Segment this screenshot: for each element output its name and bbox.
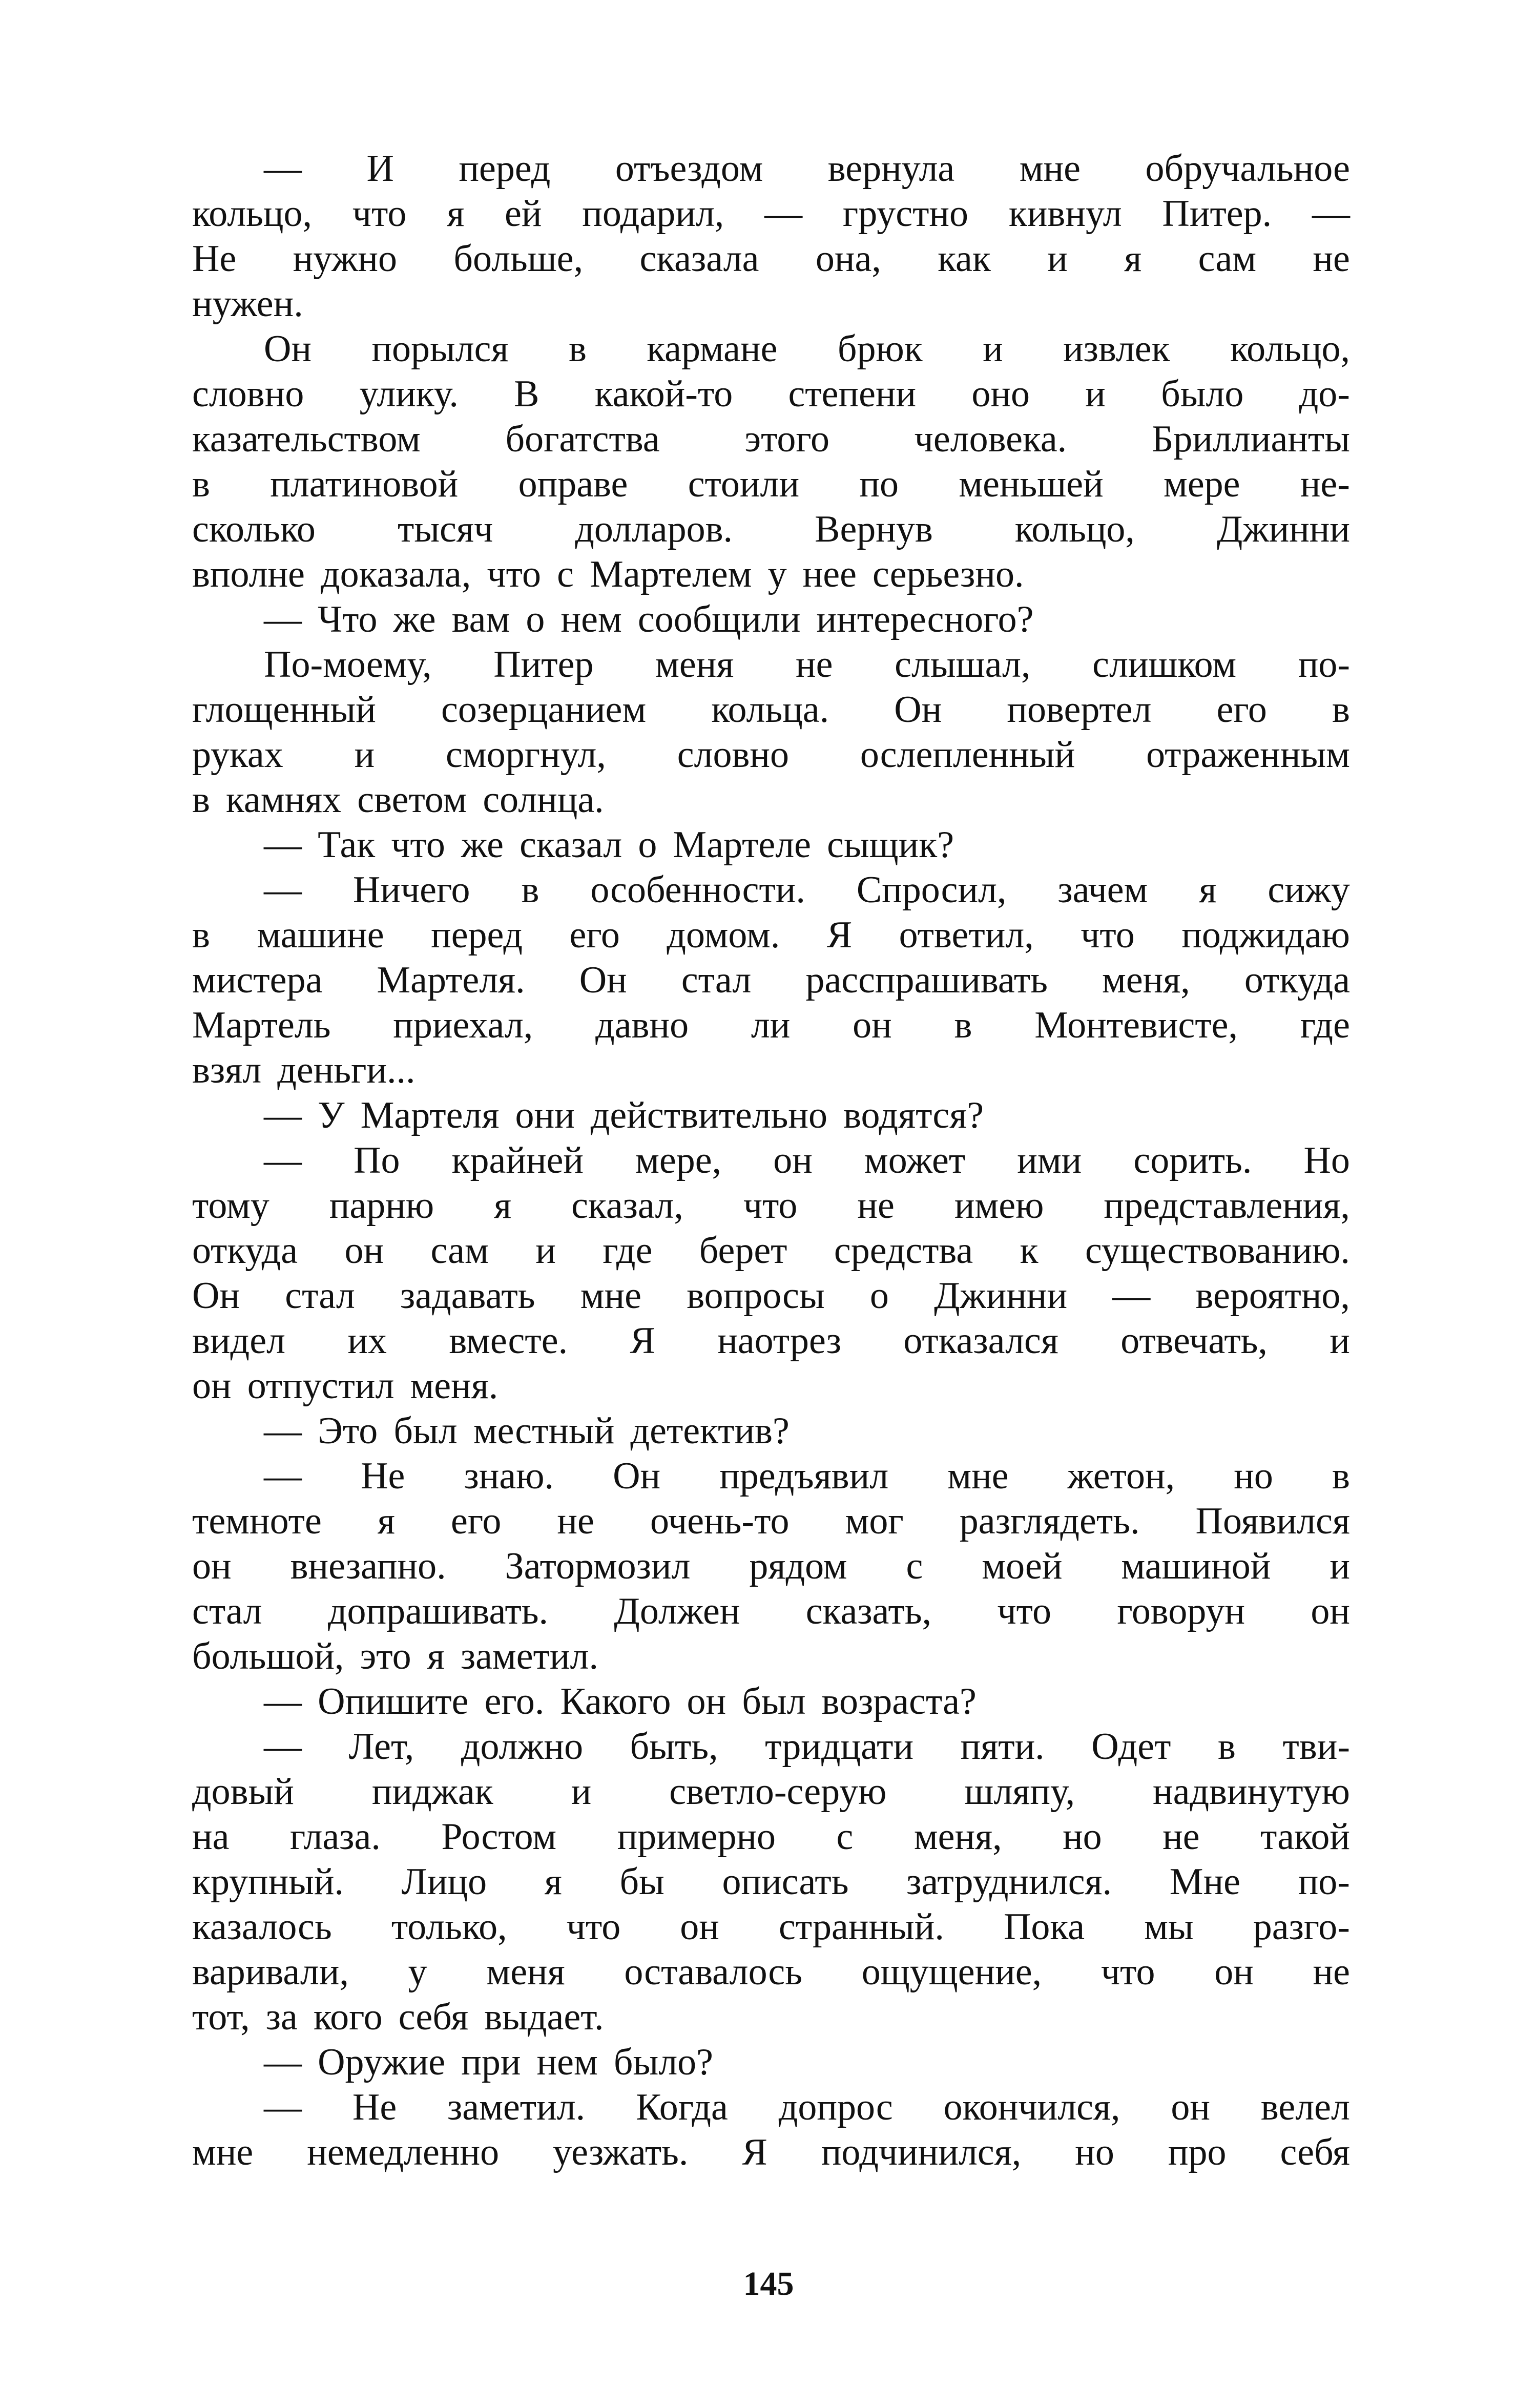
text-line: он внезапно. Затормозил рядом с моей машиной и	[192, 1545, 1350, 1587]
text-line: в платиновой оправе стоили по меньшей мере не-	[192, 463, 1350, 505]
text-line: стал допрашивать. Должен сказать, что говорун он	[192, 1590, 1350, 1632]
text-line: По-моему, Питер меня не слышал, слишком по-	[264, 643, 1350, 686]
text-line: — Опишите его. Какого он был возраста?	[264, 1680, 977, 1722]
text-line: крупный. Лицо я бы описать затруднился. Мне по-	[192, 1861, 1350, 1903]
text-line: он отпустил меня.	[192, 1365, 499, 1407]
text-line: казалось только, что он странный. Пока мы разго-	[192, 1906, 1350, 1948]
text-line: — Ничего в особенности. Спросил, зачем я сижу	[264, 869, 1350, 911]
text-line: казательством богатства этого человека. Бриллианты	[192, 418, 1350, 460]
text-line: — У Мартеля они действительно водятся?	[264, 1094, 984, 1136]
text-line: Он стал задавать мне вопросы о Джинни — вероятно,	[192, 1275, 1350, 1317]
paragraph	[192, 597, 1350, 642]
paragraph	[192, 822, 1350, 867]
paragraph	[192, 1724, 1350, 2040]
text-line: в машине перед его домом. Я ответил, что поджидаю	[192, 914, 1350, 956]
paragraph	[192, 326, 1350, 597]
text-line: кольцо, что я ей подарил, — грустно кивнул Питер. —	[192, 193, 1350, 235]
paragraph	[192, 1679, 1350, 1724]
body-text	[192, 146, 1350, 2175]
paragraph	[192, 867, 1350, 1093]
text-line: — Оружие при нем было?	[264, 2041, 714, 2083]
paragraph	[192, 1093, 1350, 1138]
text-line: тот, за кого себя выдает.	[192, 1996, 604, 2038]
text-line: Мартель приехал, давно ли он в Монтевисте, где	[192, 1004, 1350, 1046]
text-line: сколько тысяч долларов. Вернув кольцо, Джинни	[192, 508, 1350, 550]
text-line: темноте я его не очень-то мог разглядеть. Появился	[192, 1500, 1350, 1542]
text-line: мистера Мартеля. Он стал расспрашивать меня, откуда	[192, 959, 1350, 1001]
text-line: — Не заметил. Когда допрос окончился, он велел	[264, 2086, 1350, 2128]
text-line: — Так что же сказал о Мартеле сыщик?	[264, 824, 954, 866]
text-line: вполне доказала, что с Мартелем у нее серьезно.	[192, 553, 1024, 595]
text-line: — Что же вам о нем сообщили интересного?	[264, 598, 1034, 640]
text-line: глощенный созерцанием кольца. Он повертел его в	[192, 689, 1350, 731]
text-line: — Лет, должно быть, тридцати пяти. Одет в тви-	[264, 1726, 1350, 1768]
text-line: в камнях светом солнца.	[192, 779, 604, 821]
text-line: Не нужно больше, сказала она, как и я сам не	[192, 238, 1350, 280]
text-line: откуда он сам и где берет средства к существованию.	[192, 1230, 1350, 1272]
paragraph	[192, 642, 1350, 822]
paragraph	[192, 2085, 1350, 2175]
page-number: 145	[743, 2265, 794, 2302]
text-line: нужен.	[192, 283, 303, 325]
text-line: на глаза. Ростом примерно с меня, но не такой	[192, 1816, 1350, 1858]
text-line: варивали, у меня оставалось ощущение, что он не	[192, 1951, 1350, 1993]
paragraph	[192, 1454, 1350, 1679]
paragraph	[192, 2040, 1350, 2085]
text-line: мне немедленно уезжать. Я подчинился, но про себя	[192, 2131, 1350, 2173]
text-line: — Не знаю. Он предъявил мне жетон, но в	[264, 1455, 1350, 1497]
text-line: — Это был местный детектив?	[264, 1410, 790, 1452]
paragraph	[192, 146, 1350, 326]
text-line: большой, это я заметил.	[192, 1635, 598, 1677]
text-line: видел их вместе. Я наотрез отказался отвечать, и	[192, 1320, 1350, 1362]
paragraph	[192, 1138, 1350, 1408]
text-line: взял деньги...	[192, 1049, 416, 1091]
text-line: — По крайней мере, он может ими сорить. Но	[264, 1139, 1350, 1181]
text-line: тому парню я сказал, что не имею представления,	[192, 1185, 1350, 1227]
text-line: — И перед отъездом вернула мне обручальное	[264, 148, 1350, 190]
text-line: словно улику. В какой-то степени оно и было до-	[192, 373, 1350, 415]
text-line: Он порылся в кармане брюк и извлек кольцо,	[264, 328, 1350, 370]
text-line: довый пиджак и светло-серую шляпу, надвинутую	[192, 1771, 1350, 1813]
paragraph	[192, 1408, 1350, 1454]
text-line: руках и сморгнул, словно ослепленный отраженным	[192, 734, 1350, 776]
